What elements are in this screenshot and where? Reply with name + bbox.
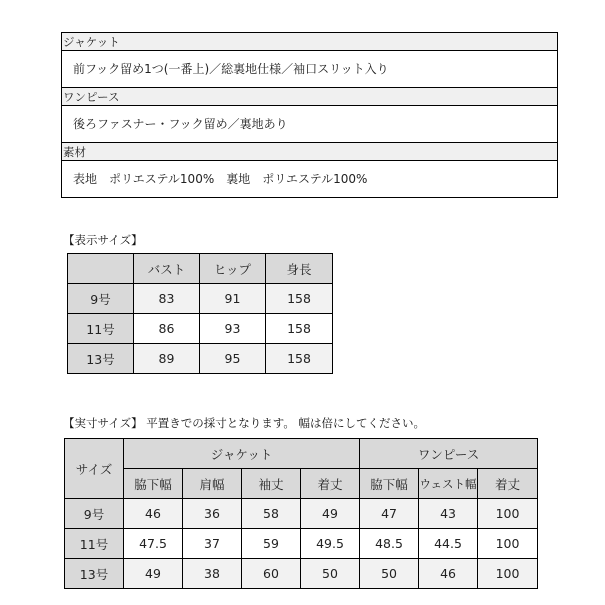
actual-size-table — [64, 438, 538, 589]
cell: 38 — [183, 559, 242, 589]
cell: 100 — [478, 559, 538, 589]
cell-hip: 91 — [200, 284, 266, 314]
header-onepiece-underarm: 脇下幅 — [360, 469, 419, 499]
section-text-material: 表地 ポリエステル100% 裏地 ポリエステル100% — [62, 161, 557, 197]
actual-size-caption: 【実寸サイズ】 平置きでの採寸となります。 幅は倍にしてください。 — [63, 416, 425, 430]
header-jacket-shoulder: 肩幅 — [183, 469, 242, 499]
section-title-material: 素材 — [62, 143, 557, 161]
cell: 49 — [124, 559, 183, 589]
cell: 100 — [478, 529, 538, 559]
header-onepiece-length: 着丈 — [478, 469, 538, 499]
display-size-caption: 【表示サイズ】 — [63, 233, 143, 247]
section-title-jacket: ジャケット — [62, 33, 557, 51]
header-jacket-length: 着丈 — [301, 469, 360, 499]
cell: 46 — [419, 559, 478, 589]
table-row — [65, 559, 538, 589]
table-row — [68, 284, 333, 314]
table-header-row — [65, 469, 538, 499]
cell-height: 158 — [266, 284, 333, 314]
header-jacket-underarm: 脇下幅 — [124, 469, 183, 499]
cell: 100 — [478, 499, 538, 529]
cell: 49.5 — [301, 529, 360, 559]
cell-bust: 83 — [134, 284, 200, 314]
cell: 49 — [301, 499, 360, 529]
cell: 47.5 — [124, 529, 183, 559]
cell: 58 — [242, 499, 301, 529]
header-bust: バスト — [134, 254, 200, 284]
row-size: 13号 — [65, 559, 124, 589]
cell-bust: 86 — [134, 314, 200, 344]
table-row — [68, 314, 333, 344]
cell-height: 158 — [266, 314, 333, 344]
header-height: 身長 — [266, 254, 333, 284]
section-title-onepiece: ワンピース — [62, 88, 557, 106]
display-size-table — [67, 253, 333, 374]
row-size: 9号 — [65, 499, 124, 529]
header-size: サイズ — [65, 439, 124, 499]
table-header-row — [68, 254, 333, 284]
row-size: 9号 — [68, 284, 134, 314]
cell: 47 — [360, 499, 419, 529]
cell: 44.5 — [419, 529, 478, 559]
cell: 37 — [183, 529, 242, 559]
table-row — [68, 344, 333, 374]
group-header-onepiece: ワンピース — [360, 439, 538, 469]
cell-hip: 95 — [200, 344, 266, 374]
section-text-jacket: 前フック留め1つ(一番上)／総裏地仕様／袖口スリット入り — [62, 51, 557, 88]
header-hip: ヒップ — [200, 254, 266, 284]
cell: 36 — [183, 499, 242, 529]
row-size: 11号 — [65, 529, 124, 559]
table-row — [65, 499, 538, 529]
section-text-onepiece: 後ろファスナー・フック留め／裏地あり — [62, 106, 557, 143]
row-size: 13号 — [68, 344, 134, 374]
cell: 50 — [301, 559, 360, 589]
header-onepiece-waist: ウェスト幅 — [419, 469, 478, 499]
header-jacket-sleeve: 袖丈 — [242, 469, 301, 499]
cell-height: 158 — [266, 344, 333, 374]
table-row — [65, 529, 538, 559]
corner-cell — [68, 254, 134, 284]
cell: 50 — [360, 559, 419, 589]
row-size: 11号 — [68, 314, 134, 344]
spec-box — [61, 32, 558, 198]
table-group-header-row — [65, 439, 538, 469]
cell: 59 — [242, 529, 301, 559]
cell-hip: 93 — [200, 314, 266, 344]
cell: 46 — [124, 499, 183, 529]
cell: 60 — [242, 559, 301, 589]
cell-bust: 89 — [134, 344, 200, 374]
cell: 43 — [419, 499, 478, 529]
group-header-jacket: ジャケット — [124, 439, 360, 469]
cell: 48.5 — [360, 529, 419, 559]
